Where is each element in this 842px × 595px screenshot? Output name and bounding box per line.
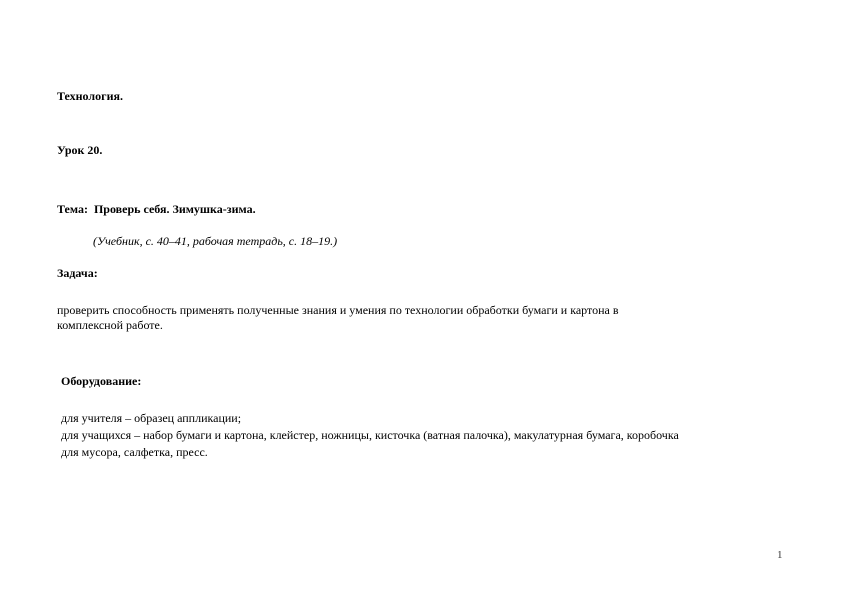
task-text-line-2: комплексной работе. [57, 318, 163, 332]
subject-heading: Технология. [57, 89, 123, 103]
task-text-line-1: проверить способность применять полученные знания и умения по технологии обработки бумаги и картона в [57, 303, 619, 317]
reference-line: (Учебник, с. 40–41, рабочая тетрадь, с. 18–19.) [93, 234, 338, 248]
equipment-students-line-2: для мусора, салфетка, пресс. [61, 445, 208, 459]
topic-text: Проверь себя. Зимушка-зима. [93, 202, 256, 216]
lesson-heading: Урок 20. [57, 143, 103, 157]
task-heading: Задача: [57, 266, 98, 280]
equipment-students-line-1: для учащихся – набор бумаги и картона, клейстер, ножницы, кисточка (ватная палочка), макулатурная бумага, коробочка [61, 428, 679, 442]
equipment-teacher-line: для учителя – образец аппликации; [61, 411, 242, 425]
topic-label: Тема: [57, 202, 88, 216]
equipment-heading: Оборудование: [61, 374, 142, 388]
page-number: 1 [777, 549, 783, 561]
topic-line [57, 202, 256, 216]
